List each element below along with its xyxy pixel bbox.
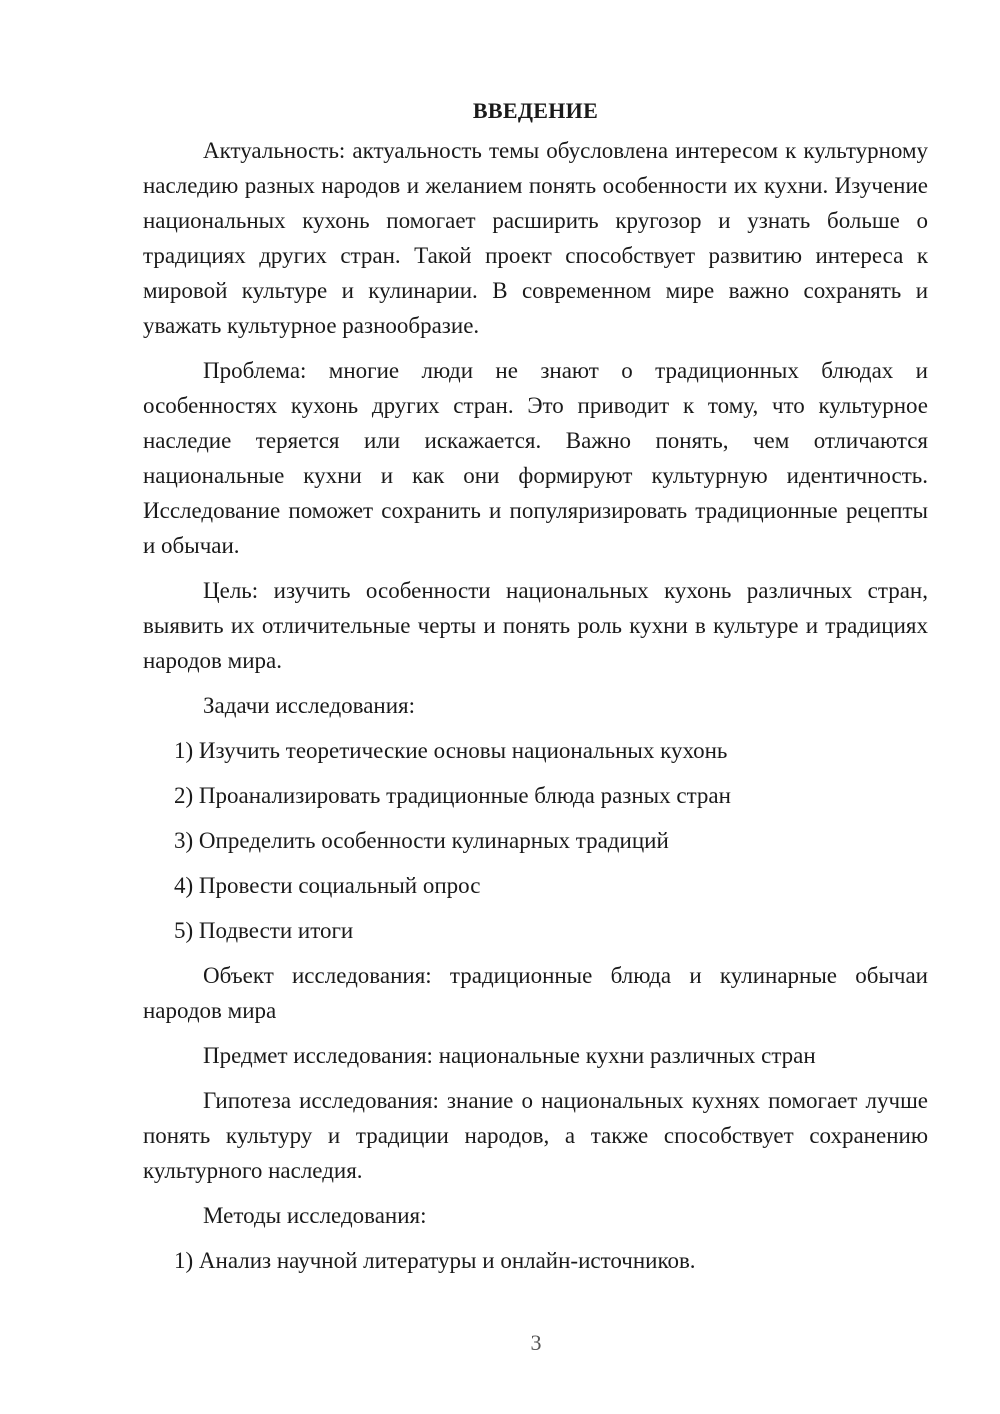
- task-item: 1) Изучить теоретические основы национальных кухонь: [174, 738, 728, 763]
- subject-paragraph: Предмет исследования: национальные кухни различных стран: [203, 1043, 816, 1068]
- task-item: 3) Определить особенности кулинарных традиций: [174, 828, 669, 853]
- page-number: 3: [530, 1330, 542, 1355]
- tasks-title: Задачи исследования:: [203, 693, 416, 718]
- task-item: 2) Проанализировать традиционные блюда разных стран: [174, 783, 731, 808]
- tasks-list: [143, 733, 928, 948]
- methods-list: [143, 1243, 928, 1278]
- hypothesis-paragraph: Гипотеза исследования: знание о национальных кухнях помогает лучше понять культуру и традиции народов, а также способствует сохранению культурного наследия.: [143, 1088, 928, 1183]
- object-paragraph: Объект исследования: традиционные блюда и кулинарные обычаи народов мира: [143, 963, 928, 1023]
- task-item: 4) Провести социальный опрос: [174, 873, 481, 898]
- task-item: 5) Подвести итоги: [174, 918, 354, 943]
- method-item: 1) Анализ научной литературы и онлайн-источников.: [174, 1248, 696, 1273]
- section-heading: ВВЕДЕНИЕ: [472, 98, 599, 123]
- goal-paragraph: Цель: изучить особенности национальных кухонь различных стран, выявить их отличительные черты и понять роль кухни в культуре и традициях народов мира.: [143, 578, 928, 673]
- problem-paragraph: Проблема: многие люди не знают о традиционных блюдах и особенностях кухонь других стран. Это приводит к тому, что культурное наследие теряется или искажается. Важно понять, чем отличаются национальные кухни и как они формируют культурную идентичность. Исследование поможет сохранить и популяризировать традиционные рецепты и обычаи.: [143, 358, 928, 558]
- relevance-paragraph: Актуальность: актуальность темы обусловлена интересом к культурному наследию разных народов и желанием понять особенности их кухни. Изучение национальных кухонь помогает расширить кругозор и узнать больше о традициях других стран. Такой проект способствует развитию интереса к мировой культуре и кулинарии. В современном мире важно сохранять и уважать культурное разнообразие.: [143, 138, 928, 338]
- methods-title: Методы исследования:: [203, 1203, 427, 1228]
- page-content: [143, 93, 928, 1288]
